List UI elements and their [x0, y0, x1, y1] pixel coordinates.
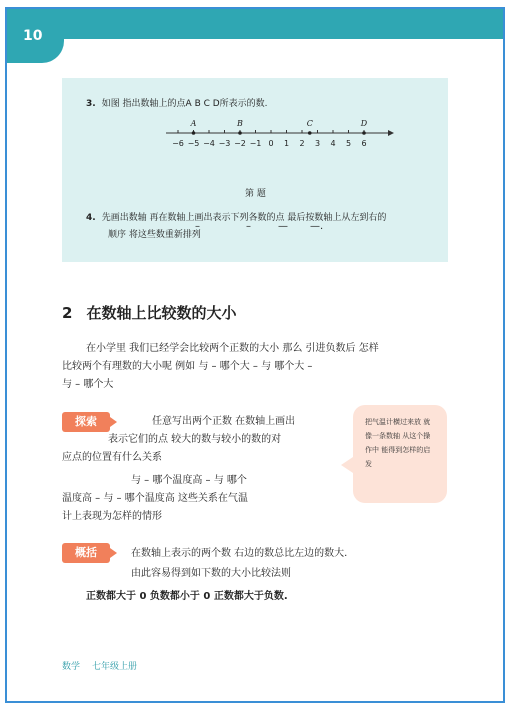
axis-arrow [388, 130, 394, 136]
point-label-b: B [237, 119, 243, 128]
tick-label: −5 [187, 139, 200, 148]
summary-line-1: 在数轴上表示的两个数 右边的数总比左边的数大. [131, 548, 348, 559]
explore-line-3: 应点的位置有什么关系 [62, 452, 162, 463]
tick-label: 4 [330, 139, 336, 148]
intro-line-3: 与 – 哪个大 [62, 379, 114, 390]
exercise-4-line1: 先画出数轴 再在数轴上画出表示下列各数的点 最后按数轴上从左到右的 [101, 213, 387, 223]
tick-label: 5 [345, 139, 352, 148]
section-number: 2 [62, 304, 73, 322]
intro-line-2: 比较两个有理数的大小呢 例如 与 – 哪个大 – 与 哪个大 – [62, 361, 313, 372]
section-title [62, 302, 236, 323]
point-c [308, 131, 312, 135]
footer-grade: 七年级上册 [92, 662, 138, 672]
number-line [62, 114, 448, 184]
page-number: 10 [23, 28, 43, 44]
header-band [7, 9, 503, 39]
explore-line-2: 表示它们的点 较大的数与较小的数的对 [108, 434, 282, 445]
summary-line-2: 由此容易得到如下数的大小比较法则 [131, 568, 291, 579]
exercise-4-line2: 顺序 将这些数重新排列 [108, 230, 201, 240]
summary-tag: 概括 [62, 543, 110, 563]
point-label-a: A [190, 119, 197, 128]
tip-bubble-text: 把气温计横过来放 就像一条数轴 从这个操作中 能得到怎样的启发 [365, 418, 431, 468]
exercise-4 [86, 210, 386, 223]
explore-line-4: 与 – 哪个温度高 – 与 哪个 [131, 475, 247, 486]
tick-label: 2 [299, 139, 305, 148]
blank-1: – [195, 221, 200, 232]
footer-subject: 数学 [62, 662, 81, 672]
tick-label: 6 [361, 139, 367, 148]
tick-label: −2 [234, 139, 246, 148]
point-d [362, 131, 366, 135]
point-b [238, 131, 242, 135]
explore-line-5: 温度高 – 与 – 哪个温度高 这些关系在气温 [62, 493, 248, 504]
tip-bubble [353, 405, 447, 503]
tick-label: −1 [249, 139, 262, 148]
blank-4: —. [310, 221, 324, 232]
tick-label: −3 [218, 139, 231, 148]
tick-label: 1 [283, 139, 290, 148]
blank-3: — [278, 221, 288, 232]
tick-label: 3 [314, 139, 321, 148]
point-label-c: C [306, 119, 313, 128]
exercise-box [62, 78, 448, 262]
explore-line-6: 计上表现为怎样的情形 [62, 511, 162, 522]
figure-caption: 第 题 [245, 189, 266, 199]
exercise-3-text: 如图 指出数轴上的点A B C D所表示的数. [101, 99, 268, 109]
point-label-d: D [360, 119, 368, 128]
blank-2: – [246, 221, 251, 232]
tick-label: −4 [203, 139, 215, 148]
explore-line-1: 任意写出两个正数 在数轴上画出 [152, 416, 296, 427]
tick-label: 0 [268, 139, 274, 148]
tick-label: −6 [172, 139, 184, 148]
exercise-3 [86, 96, 268, 109]
point-a [192, 131, 196, 135]
comparison-rule: 正数都大于 0 负数都小于 0 正数都大于负数. [86, 591, 288, 602]
exercise-3-number: 3. [86, 99, 96, 109]
section-title-text: 在数轴上比较数的大小 [86, 304, 237, 322]
intro-line-1: 在小学里 我们已经学会比较两个正数的大小 那么 引进负数后 怎样 [86, 343, 379, 354]
exercise-4-number: 4. [86, 213, 96, 223]
explore-tag: 探索 [62, 412, 110, 432]
footer [62, 659, 149, 672]
